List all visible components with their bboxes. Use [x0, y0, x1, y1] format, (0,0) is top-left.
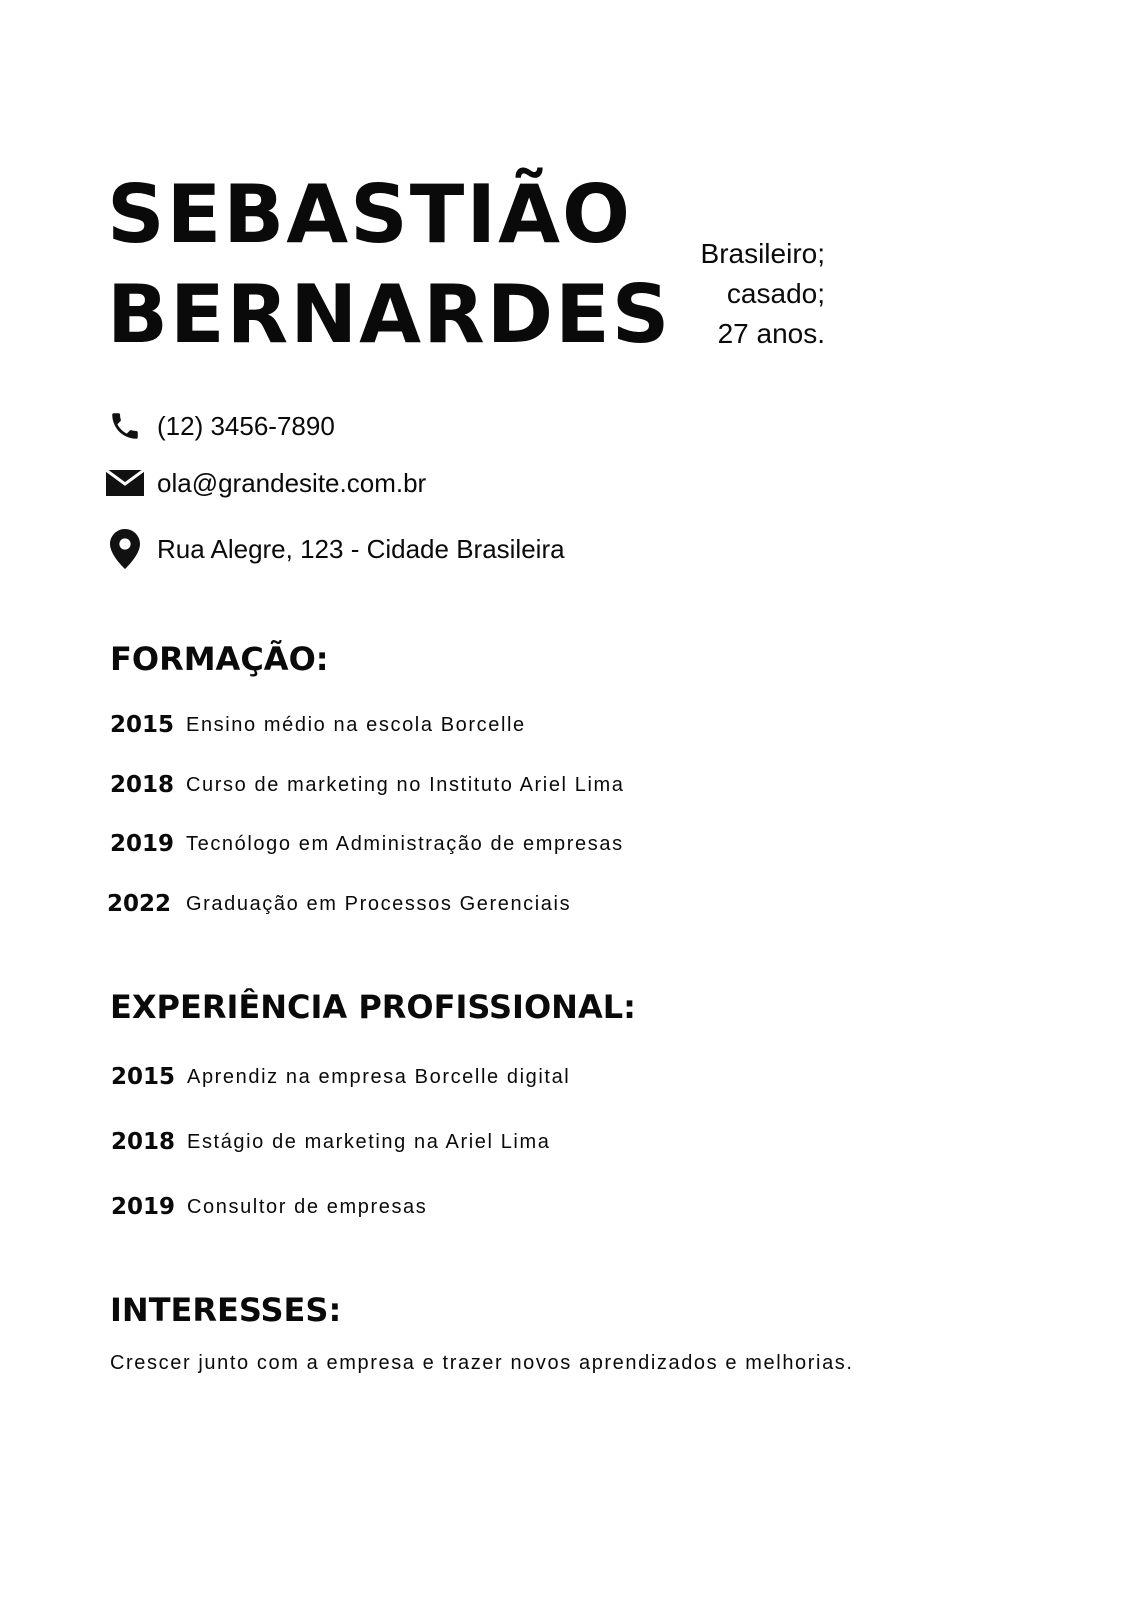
age: 27 anos.: [717, 318, 825, 349]
interests-title: INTERESSES:: [110, 1291, 342, 1329]
interests-text: Crescer junto com a empresa e trazer novos aprendizados e melhorias.: [110, 1352, 854, 1374]
envelope-icon: [103, 461, 147, 505]
education-item: [107, 886, 571, 922]
experience-year: 2019: [111, 1194, 176, 1220]
education-item: [110, 767, 625, 803]
education-item: [110, 707, 526, 743]
experience-year: 2015: [111, 1064, 176, 1090]
education-text: Ensino médio na escola Borcelle: [186, 713, 526, 736]
experience-year: 2018: [111, 1129, 176, 1155]
phone-icon: [103, 404, 147, 448]
education-text: Graduação em Processos Gerenciais: [186, 892, 572, 915]
contact-address: [103, 527, 565, 571]
address: Rua Alegre, 123 - Cidade Brasileira: [157, 533, 565, 564]
map-pin-icon: [103, 527, 147, 571]
contact-email: [103, 461, 426, 505]
full-name: [107, 165, 671, 365]
experience-item: [111, 1189, 427, 1225]
education-text: Curso de marketing no Instituto Ariel Lima: [186, 773, 625, 796]
experience-item: [111, 1059, 570, 1095]
experience-text: Estágio de marketing na Ariel Lima: [187, 1130, 551, 1153]
education-year: 2015: [110, 712, 175, 738]
education-item: [110, 826, 624, 862]
nationality: Brasileiro;: [700, 238, 825, 269]
education-year: 2022: [107, 891, 172, 917]
marital-status: casado;: [726, 278, 825, 309]
education-title: FORMAÇÃO:: [110, 640, 329, 678]
education-year: 2018: [110, 772, 175, 798]
experience-title: EXPERIÊNCIA PROFISSIONAL:: [110, 988, 636, 1026]
personal-info: [640, 234, 825, 354]
phone-number: (12) 3456-7890: [157, 410, 335, 441]
email-address: ola@grandesite.com.br: [157, 467, 427, 498]
experience-text: Aprendiz na empresa Borcelle digital: [187, 1065, 571, 1088]
first-name: SEBASTIÃO: [107, 168, 633, 261]
contact-phone: [103, 404, 335, 448]
experience-item: [111, 1124, 550, 1160]
last-name: BERNARDES: [107, 268, 672, 361]
education-year: 2019: [110, 831, 175, 857]
education-text: Tecnólogo em Administração de empresas: [186, 832, 624, 855]
experience-text: Consultor de empresas: [187, 1195, 428, 1218]
